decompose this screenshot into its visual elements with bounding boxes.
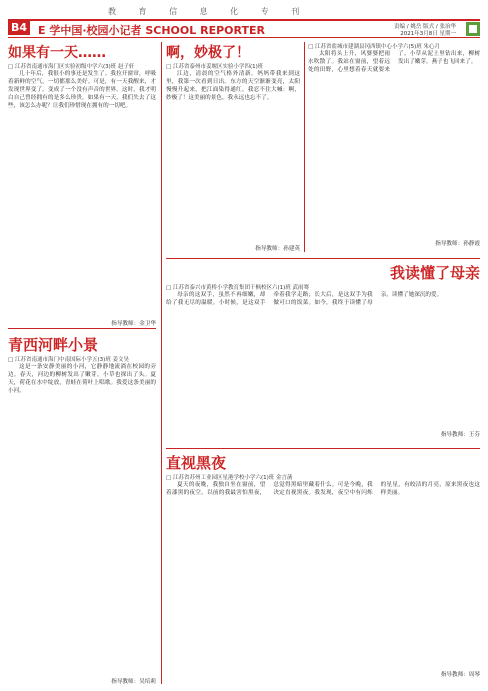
editor-line: 责编 / 姚岳 版式 / 张治华 bbox=[394, 24, 456, 30]
divider bbox=[166, 258, 480, 259]
article-byline: □ 江苏省盐城市建湖县冈西镇中心小学六(5)班 朱心月 bbox=[308, 44, 440, 50]
article-5 bbox=[166, 452, 480, 684]
article-teacher: 指导教师：王芬 bbox=[440, 432, 480, 438]
article-body: 太阳将头上升，风婆婆把雨水吹散了。我站在窗前，望着远处的田野，心里想着春天就要来了。小草从泥土里钻出来，柳树发出了嫩芽，燕子也飞回来了。 bbox=[308, 51, 480, 74]
article-teacher: 指导教师：金卫华 bbox=[111, 321, 156, 327]
page-number: B4 bbox=[8, 20, 30, 35]
article-title: 啊，妙极了！ bbox=[166, 45, 250, 61]
divider bbox=[8, 328, 156, 329]
article-body: 几十年后，我很小的事还是发生了。我拉开窗帘，呼吸着新鲜的空气，一切都那么美好。可是，有一天我醒来，才发现世界变了，变成了一个没有声音的世界。这时，我才明白自己曾经拥有的是多么珍贵。如果有一天，我们失去了这些，该怎么办呢？让我们珍惜现在拥有的一切吧。 bbox=[8, 71, 156, 110]
article-body: 这是一条安静美丽的小河，它静静地流淌在校园的旁边。春天，河边的柳树发出了嫩芽，小草也探出了头。夏天，荷花在水中绽放，青蛙在荷叶上唱歌。我爱这条美丽的小河。 bbox=[8, 364, 156, 395]
article-byline: □ 江苏省泰州市姜堰区实验小学四(1)班 bbox=[166, 64, 264, 70]
article-body: 夏天的夜晚，我独自坐在窗前，望着漆黑的夜空。以前的我最害怕黑夜，总觉得黑暗里藏着什么。可是今晚，我决定直视黑夜。我发现，夜空中有闪烁的星星，有皎洁的月亮，原来黑夜也这样美丽。 bbox=[166, 482, 480, 497]
divider bbox=[166, 448, 480, 449]
article-byline: □ 江苏省苏州工业园区星港学校小学六(1)班 金言菡 bbox=[166, 475, 293, 481]
masthead-bar bbox=[8, 19, 480, 38]
qr-code-icon bbox=[466, 22, 480, 36]
article-byline: □ 江苏省南通市海门中南国际小学五(3)班 姜文昊 bbox=[8, 357, 129, 363]
divider bbox=[304, 42, 305, 252]
article-teacher: 指导教师：孙静霞 bbox=[435, 241, 480, 247]
article-4 bbox=[8, 334, 156, 684]
article-teacher: 指导教师：孙建英 bbox=[255, 246, 300, 252]
article-byline: □ 江苏省南通市海门区实验初级中学六(3)班 赵子轩 bbox=[8, 64, 135, 70]
article-body: 母亲的这双手，虽然不再细嫩，却给了我无尽的温暖。小时候，是这双手牵着我学走路；长大后，是这双手为我做可口的饭菜。如今，我终于读懂了母亲，读懂了她深沉的爱。 bbox=[166, 292, 443, 307]
date-line: 2021年3月8日 星期一 bbox=[400, 31, 456, 37]
article-title: 如果有一天…… bbox=[8, 45, 106, 61]
article-teacher: 指导教师：周琴 bbox=[440, 672, 480, 678]
paper-title: E 学中国·校园小记者 SCHOOL REPORTER bbox=[38, 24, 265, 37]
masthead bbox=[8, 4, 480, 38]
article-byline: □ 江苏省泰兴市黄桥小学教育集团千枫校区六(1)班 武雨骞 bbox=[166, 285, 309, 291]
divider bbox=[161, 42, 162, 684]
article-1 bbox=[166, 42, 300, 252]
article-title: 青西河畔小景 bbox=[8, 336, 99, 354]
article-3 bbox=[166, 262, 480, 442]
article-2 bbox=[308, 42, 480, 252]
article-title: 我读懂了母亲 bbox=[389, 264, 480, 282]
article-title: 直视黑夜 bbox=[166, 454, 227, 472]
article-0 bbox=[8, 42, 156, 327]
article-teacher: 指导教师：吴培莉 bbox=[111, 679, 156, 685]
motto: 教 育 信 息 化 专 刊 bbox=[108, 7, 310, 16]
article-body: 江边，清晨的空气格外清新。妈妈带我来到这里，我第一次看到日出。东方的天空渐渐变亮，太阳慢慢升起来，把江面染得通红。我忍不住大喊：啊，妙极了！这美丽的景色，我永远也忘不了。 bbox=[166, 71, 300, 102]
